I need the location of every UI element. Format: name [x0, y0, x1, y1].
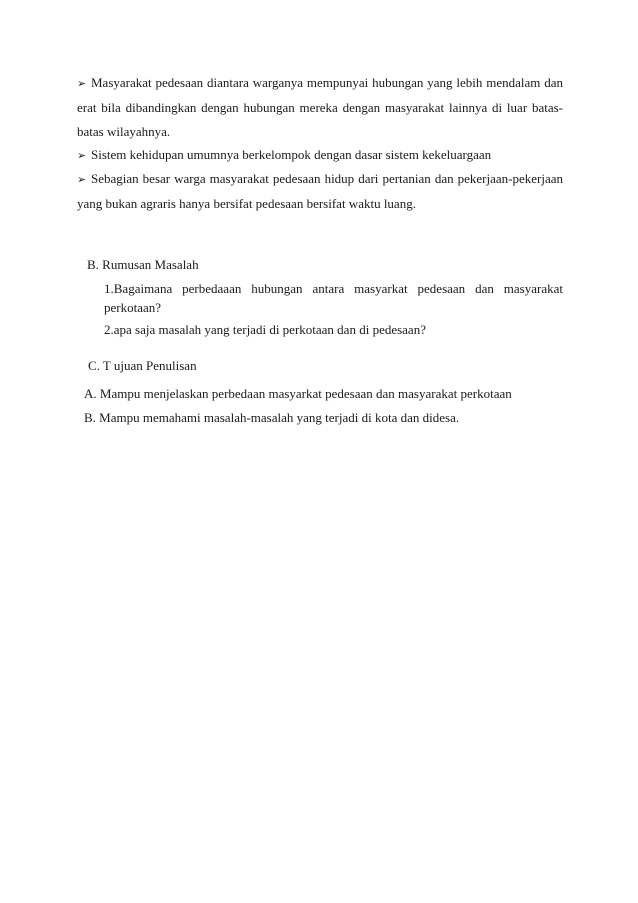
bullet-text: Sebagian besar warga masyarakat pedesaan hidup dari pertanian dan pekerjaan-pekerjaan yang bukan agraris hanya bersifat pedesaan bersifat waktu luang.	[77, 171, 563, 211]
bullet-text: Sistem kehidupan umumnya berkelompok dengan dasar sistem kekeluargaan	[91, 147, 492, 162]
bullet-item	[77, 167, 563, 216]
objective-item: B. Mampu memahami masalah-masalah yang terjadi di kota dan didesa.	[84, 410, 460, 425]
bullet-item	[77, 143, 563, 168]
question-2: 2.apa saja masalah yang terjadi di perkotaan dan di pedesaan?	[104, 322, 426, 337]
arrow-bullet-icon: ➢	[77, 173, 87, 186]
bullet-text: Masyarakat pedesaan diantara warganya mempunyai hubungan yang lebih mendalam dan erat bila dibandingkan dengan hubungan mereka dengan masyarakat lainnya di luar batas-batas wilayahnya.	[77, 75, 563, 139]
arrow-bullet-icon: ➢	[77, 77, 87, 90]
section-heading-rumusan-masalah: B. Rumusan Masalah	[87, 257, 199, 272]
arrow-bullet-icon: ➢	[77, 149, 87, 162]
bullet-item	[77, 71, 563, 144]
question-1-continuation: perkotaan?	[104, 300, 162, 315]
objective-item: A. Mampu menjelaskan perbedaan masyarkat pedesaan dan masyarakat perkotaan	[84, 386, 512, 401]
section-heading-tujuan-penulisan: C. T ujuan Penulisan	[88, 358, 197, 373]
question-1: 1.Bagaimana perbedaaan hubungan antara masyarkat pedesaan dan masyarakat	[104, 281, 563, 296]
